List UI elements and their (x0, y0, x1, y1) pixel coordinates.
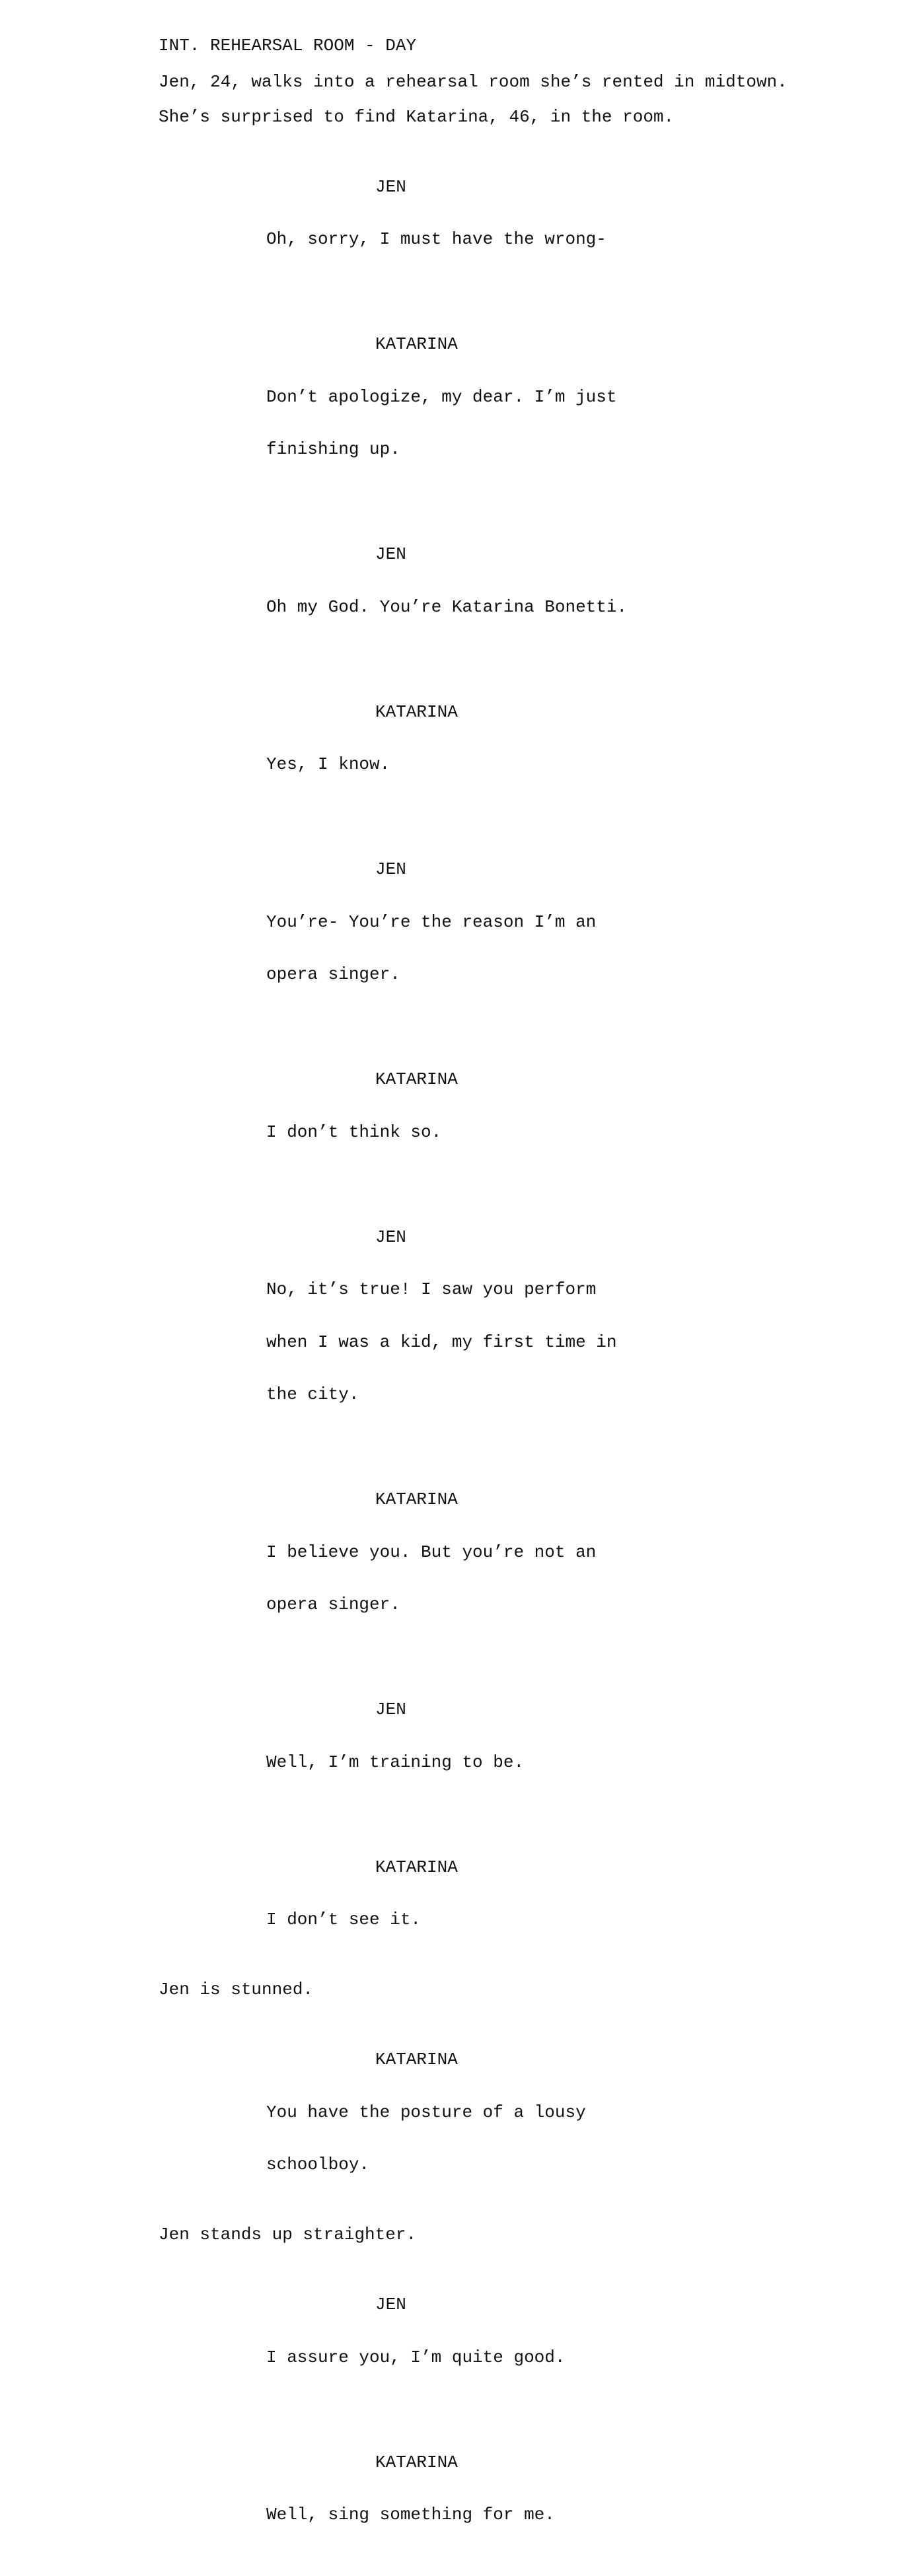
screenplay-page (159, 37, 899, 2576)
dialogue-line: Oh my God. You’re Katarina Bonetti. (266, 596, 628, 617)
dialogue-line: opera singer. (266, 964, 400, 984)
character-name: KATARINA (375, 2452, 458, 2472)
dialogue-line: opera singer. (266, 1594, 400, 1614)
scene-heading: INT. REHEARSAL ROOM - DAY (159, 36, 417, 55)
dialogue-line: when I was a kid, my first time in (266, 1332, 617, 1352)
dialogue-block (159, 1036, 899, 1176)
action-line: She’s surprised to find Katarina, 46, in the room. (159, 106, 675, 127)
action-line: Jen is stunned. (159, 1980, 314, 1999)
dialogue-block (159, 826, 899, 1019)
dialogue-line: No, it’s true! I saw you perform (266, 1279, 597, 1299)
character-name: JEN (375, 544, 406, 564)
dialogue-line: the city. (266, 1384, 359, 1404)
dialogue-line: I assure you, I’m quite good. (266, 2347, 566, 2367)
dialogue-line: You’re- You’re the reason I’m an (266, 912, 597, 932)
dialogue-block (159, 1456, 899, 1649)
dialogue-line: finishing up. (266, 439, 400, 459)
character-name: JEN (375, 1699, 406, 1719)
character-name: JEN (375, 1227, 406, 1247)
dialogue-block (159, 1194, 899, 1439)
dialogue-block (159, 301, 899, 493)
dialogue-block (159, 668, 899, 808)
dialogue-line: Oh, sorry, I must have the wrong- (266, 229, 607, 249)
dialogue-line: Yes, I know. (266, 754, 390, 774)
character-name: KATARINA (375, 334, 458, 354)
character-name: JEN (375, 2295, 406, 2314)
dialogue-block (159, 2419, 899, 2559)
dialogue-line: You have the posture of a lousy (266, 2102, 586, 2122)
dialogue-line: I don’t see it. (266, 1910, 422, 1929)
action-line: Jen stands up straighter. (159, 2225, 417, 2244)
dialogue-block (159, 1824, 899, 1964)
character-name: KATARINA (375, 1069, 458, 1089)
dialogue-line: Don’t apologize, my dear. I’m just (266, 386, 617, 407)
dialogue-line: Well, I’m training to be. (266, 1752, 525, 1772)
character-name: JEN (375, 859, 406, 879)
character-name: JEN (375, 176, 406, 197)
character-name: KATARINA (375, 1857, 458, 1877)
dialogue-block (159, 511, 899, 651)
character-name: KATARINA (375, 2050, 458, 2069)
dialogue-block (159, 1666, 899, 1806)
character-name: KATARINA (375, 701, 458, 722)
dialogue-line: I believe you. But you’re not an (266, 1542, 597, 1562)
dialogue-line: I don’t think so. (266, 1122, 442, 1142)
dialogue-line: Well, sing something for me. (266, 2505, 555, 2524)
dialogue-block (159, 2016, 899, 2209)
dialogue-block (159, 2261, 899, 2401)
dialogue-line: schoolboy. (266, 2155, 370, 2174)
character-name: KATARINA (375, 1489, 458, 1509)
dialogue-block (159, 143, 899, 283)
action-line: Jen, 24, walks into a rehearsal room she’s rented in midtown. (159, 71, 788, 92)
